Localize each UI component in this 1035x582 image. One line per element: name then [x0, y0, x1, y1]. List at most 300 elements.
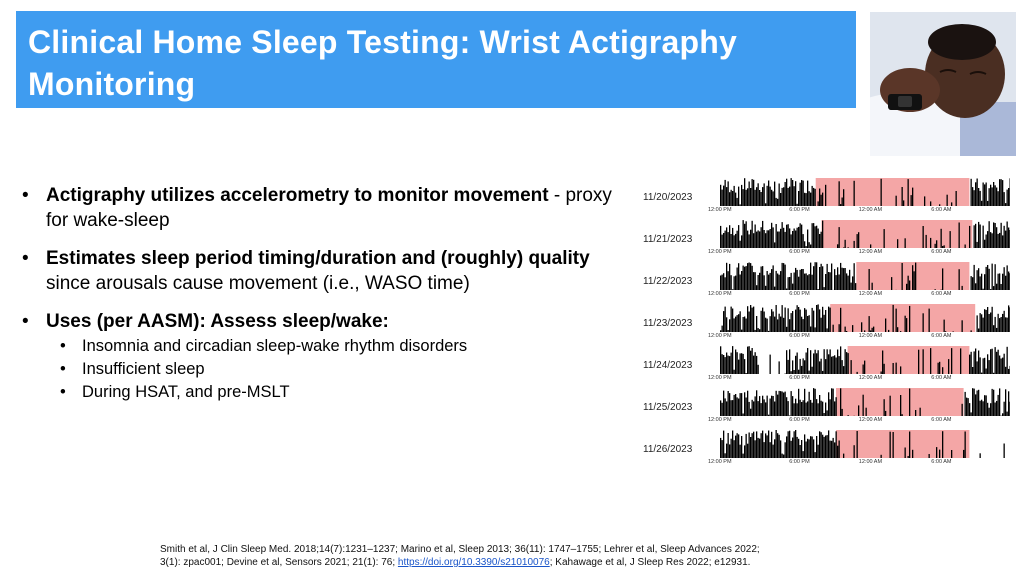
activity-bar — [974, 190, 975, 206]
activity-bar — [801, 402, 802, 416]
activity-bar — [741, 235, 742, 248]
activity-bar — [845, 327, 846, 332]
activity-bar — [812, 223, 813, 248]
actigraphy-tick-label: 12:00 AM — [858, 291, 883, 297]
activity-bar — [863, 395, 864, 416]
activity-bar — [1007, 318, 1008, 332]
activity-bar — [984, 358, 985, 374]
activity-bar — [986, 183, 987, 207]
activity-bar — [995, 347, 996, 374]
activity-bar — [822, 266, 823, 290]
activity-bar — [752, 433, 753, 458]
activity-bar — [870, 330, 871, 332]
activity-bar — [744, 224, 745, 248]
sub-bullet-item: • Insufficient sleep — [60, 360, 205, 378]
activity-bar — [975, 283, 976, 290]
bullet-actigraphy — [20, 183, 635, 233]
activity-bar — [759, 231, 760, 248]
activity-bar — [741, 185, 742, 206]
activity-bar — [804, 360, 805, 374]
activity-bar — [726, 353, 727, 375]
activity-bar — [896, 196, 897, 206]
activity-bar — [825, 359, 826, 374]
activity-bar — [722, 275, 723, 290]
activity-bar — [762, 396, 763, 416]
activity-bar — [837, 267, 838, 290]
activity-bar — [722, 235, 723, 248]
activity-bar — [995, 223, 996, 248]
activity-bar — [896, 363, 897, 374]
actigraphy-tick-label: 12:00 AM — [858, 333, 883, 339]
activity-bar — [737, 433, 738, 458]
actigraphy-date-label: 11/26/2023 — [643, 444, 693, 455]
activity-bar — [999, 273, 1000, 290]
activity-bar — [980, 401, 981, 416]
activity-bar — [903, 200, 904, 206]
activity-bar — [783, 455, 784, 459]
activity-bar — [777, 319, 778, 332]
activity-bar — [798, 227, 799, 248]
activity-bar — [939, 450, 940, 458]
bullet-marker: • — [22, 311, 29, 332]
activity-bar — [755, 352, 756, 374]
actigraphy-trace — [720, 304, 1010, 332]
actigraphy-row — [640, 301, 1020, 343]
activity-bar — [1001, 179, 1002, 206]
activity-bar — [1010, 366, 1011, 374]
activity-bar — [753, 401, 754, 416]
activity-bar — [804, 274, 805, 290]
actigraphy-trace — [720, 178, 1010, 206]
activity-bar — [797, 305, 798, 332]
actigraphy-tick-label: 6:00 AM — [931, 207, 952, 213]
activity-bar — [915, 410, 916, 416]
activity-bar — [818, 445, 819, 458]
activity-bar — [728, 232, 729, 248]
activity-bar — [720, 438, 721, 458]
activity-bar — [765, 203, 766, 206]
activity-bar — [851, 360, 852, 374]
activity-bar — [771, 223, 772, 248]
actigraphy-trace — [720, 262, 1010, 290]
activity-bar — [974, 389, 975, 416]
activity-bar — [731, 234, 732, 248]
activity-bar — [722, 326, 723, 332]
actigraphy-date-label: 11/25/2023 — [643, 402, 693, 413]
activity-bar — [800, 359, 801, 374]
activity-bar — [738, 225, 739, 248]
activity-bar — [785, 392, 786, 416]
activity-bar — [1008, 305, 1009, 332]
activity-bar — [773, 445, 774, 458]
activity-bar — [749, 346, 750, 374]
activity-bar — [794, 186, 795, 206]
activity-bar — [773, 265, 774, 290]
activity-bar — [833, 325, 834, 332]
activity-bar — [992, 307, 993, 332]
activity-bar — [759, 190, 760, 206]
activity-bar — [815, 389, 816, 416]
activity-bar — [815, 327, 816, 332]
activity-bar — [834, 401, 835, 416]
activity-bar — [786, 225, 787, 248]
sub-bullet-item: • During HSAT, and pre-MSLT — [60, 383, 290, 401]
reference-line-2: 3(1): zpac001; Devine et al, Sensors 2021; 21(1): 76; https://doi.org/10.3390/s21010076; Kahawage et al, J Sleep Res 2022; e12931. — [160, 557, 751, 568]
activity-bar — [744, 445, 745, 458]
activity-bar — [738, 399, 739, 417]
activity-bar — [996, 188, 997, 207]
activity-bar — [926, 235, 927, 248]
activity-bar — [759, 273, 760, 290]
activity-bar — [750, 263, 751, 290]
activity-bar — [782, 305, 783, 332]
activity-bar — [804, 389, 805, 416]
activity-bar — [989, 269, 990, 290]
activity-bar — [737, 352, 738, 374]
activity-bar — [776, 391, 777, 416]
activity-bar — [753, 233, 754, 248]
activity-bar — [743, 266, 744, 290]
activity-bar — [848, 353, 849, 374]
activity-bar — [803, 400, 804, 416]
activity-bar — [995, 317, 996, 332]
activity-bar — [783, 318, 784, 332]
activity-bar — [777, 232, 778, 249]
activity-bar — [1005, 389, 1006, 416]
activity-bar — [810, 193, 811, 206]
activity-bar — [744, 392, 745, 416]
activity-bar — [999, 388, 1000, 416]
activity-bar — [735, 394, 736, 416]
activity-bar — [986, 395, 987, 416]
activity-bar — [759, 439, 760, 458]
activity-bar — [918, 350, 919, 374]
activity-bar — [977, 179, 978, 207]
activity-bar — [978, 390, 979, 416]
activity-bar — [761, 267, 762, 291]
activity-bar — [846, 331, 847, 332]
activity-bar — [764, 399, 765, 416]
activity-bar — [1004, 444, 1005, 459]
actigraphy-tick-label: 12:00 PM — [708, 333, 732, 339]
activity-bar — [780, 391, 781, 416]
activity-bar — [770, 273, 771, 290]
activity-bar — [1004, 354, 1005, 374]
activity-bar — [740, 445, 741, 458]
activity-bar — [771, 432, 772, 458]
activity-bar — [789, 319, 790, 332]
activity-bar — [785, 232, 786, 248]
activity-bar — [969, 355, 970, 374]
activity-bar — [839, 275, 840, 291]
activity-bar — [998, 314, 999, 332]
activity-bar — [915, 263, 916, 290]
activity-bar — [774, 287, 775, 290]
activity-bar — [777, 199, 778, 206]
activity-bar — [989, 360, 990, 374]
activity-bar — [792, 396, 793, 416]
activity-bar — [750, 188, 751, 206]
activity-bar — [779, 361, 780, 374]
activity-bar — [983, 358, 984, 374]
activity-bar — [971, 179, 972, 206]
activity-bar — [768, 181, 769, 207]
activity-bar — [971, 412, 972, 416]
activity-bar — [816, 305, 817, 332]
activity-bar — [759, 396, 760, 416]
activity-bar — [810, 245, 811, 249]
activity-bar — [761, 227, 762, 248]
activity-bar — [990, 289, 991, 290]
actigraphy-tick-label: 12:00 PM — [708, 375, 732, 381]
activity-bar — [795, 310, 796, 332]
activity-bar — [836, 275, 837, 290]
activity-bar — [789, 187, 790, 206]
activity-bar — [857, 431, 858, 458]
activity-bar — [770, 316, 771, 332]
activity-bar — [735, 436, 736, 458]
activity-bar — [797, 270, 798, 290]
activity-bar — [744, 178, 745, 206]
activity-bar — [819, 309, 820, 332]
activity-bar — [848, 276, 849, 290]
activity-bar — [782, 392, 783, 417]
activity-bar — [767, 271, 768, 290]
activity-bar — [818, 304, 819, 332]
activity-bar — [821, 264, 822, 290]
activity-bar — [986, 369, 987, 375]
activity-bar — [819, 234, 820, 248]
activity-bar — [807, 439, 808, 458]
activity-bar — [789, 228, 790, 248]
activity-bar — [825, 185, 826, 206]
activity-bar — [729, 393, 730, 416]
activity-bar — [908, 276, 909, 290]
activity-bar — [809, 439, 810, 458]
activity-bar — [923, 226, 924, 248]
actigraphy-date-label: 11/24/2023 — [643, 360, 693, 371]
activity-bar — [1010, 230, 1011, 248]
activity-bar — [726, 187, 727, 206]
activity-bar — [746, 373, 747, 374]
slide-title: Clinical Home Sleep Testing: Wrist Actigraphy Monitoring — [28, 24, 737, 102]
activity-bar — [1010, 178, 1011, 206]
activity-bar — [939, 362, 940, 374]
activity-bar — [773, 312, 774, 333]
activity-bar — [801, 366, 802, 374]
activity-bar — [824, 287, 825, 290]
activity-bar — [1001, 223, 1002, 248]
activity-bar — [801, 317, 802, 332]
activity-bar — [951, 450, 952, 458]
activity-bar — [989, 188, 990, 206]
activity-bar — [959, 269, 960, 290]
activity-bar — [738, 263, 739, 290]
activity-bar — [885, 411, 886, 416]
activity-bar — [756, 316, 757, 332]
activity-bar — [743, 454, 744, 458]
activity-bar — [732, 400, 733, 416]
activity-bar — [800, 310, 801, 332]
activity-bar — [776, 305, 777, 332]
activity-bar — [1001, 317, 1002, 332]
activity-bar — [987, 307, 988, 332]
activity-bar — [962, 286, 963, 290]
activity-bar — [843, 268, 844, 290]
activity-bar — [812, 186, 813, 206]
activity-bar — [791, 234, 792, 248]
activity-bar — [900, 366, 901, 374]
activity-bar — [999, 233, 1000, 248]
sub-bullet-item: • Insomnia and circadian sleep-wake rhythm disorders — [60, 337, 468, 355]
activity-bar — [971, 352, 972, 374]
activity-bar — [912, 450, 913, 458]
activity-bar — [908, 456, 909, 458]
activity-bar — [842, 409, 843, 416]
bullet-bold: Actigraphy utilizes accelerometry to monitor movement — [46, 185, 549, 206]
activity-bar — [827, 410, 828, 416]
activity-bar — [939, 204, 940, 206]
activity-bar — [792, 231, 793, 248]
activity-bar — [737, 315, 738, 332]
bullet-marker: • — [22, 248, 29, 269]
activity-bar — [725, 398, 726, 416]
activity-bar — [981, 400, 982, 416]
actigraphy-tick-label: 12:00 PM — [708, 459, 732, 465]
activity-bar — [831, 264, 832, 291]
activity-bar — [803, 234, 804, 248]
activity-bar — [797, 353, 798, 375]
activity-bar — [984, 274, 985, 290]
sleep-period-band — [836, 430, 969, 458]
activity-bar — [1010, 402, 1011, 416]
activity-bar — [810, 327, 811, 333]
activity-bar — [822, 371, 823, 374]
activity-bar — [725, 453, 726, 458]
activity-bar — [840, 346, 841, 374]
activity-bar — [804, 193, 805, 206]
activity-bar — [995, 264, 996, 290]
activity-bar — [726, 401, 727, 416]
activity-bar — [987, 231, 988, 248]
activity-bar — [825, 274, 826, 290]
activity-bar — [974, 265, 975, 290]
activity-bar — [807, 230, 808, 249]
activity-bar — [1002, 413, 1003, 416]
activity-bar — [737, 231, 738, 248]
activity-bar — [762, 431, 763, 458]
activity-bar — [729, 225, 730, 248]
activity-bar — [791, 178, 792, 206]
activity-bar — [788, 188, 789, 206]
activity-bar — [800, 223, 801, 248]
activity-bar — [770, 187, 771, 206]
activity-bar — [824, 349, 825, 374]
activity-bar — [984, 395, 985, 416]
activity-bar — [828, 354, 829, 374]
activity-bar — [972, 367, 973, 374]
activity-bar — [980, 276, 981, 290]
activity-bar — [809, 371, 810, 374]
activity-bar — [837, 244, 838, 248]
activity-bar — [870, 244, 871, 248]
activity-bar — [969, 226, 970, 248]
activity-bar — [767, 435, 768, 458]
activity-bar — [722, 354, 723, 374]
activity-bar — [786, 179, 787, 206]
activity-bar — [980, 453, 981, 458]
actigraphy-date-label: 11/21/2023 — [643, 234, 693, 245]
activity-bar — [741, 271, 742, 290]
activity-bar — [885, 319, 886, 333]
activity-bar — [815, 262, 816, 290]
activity-bar — [750, 230, 751, 248]
activity-bar — [729, 192, 730, 206]
actigraphy-tick-label: 6:00 PM — [789, 249, 810, 255]
title-banner — [16, 11, 856, 108]
activity-bar — [752, 400, 753, 416]
activity-bar — [735, 276, 736, 290]
activity-bar — [812, 437, 813, 459]
activity-bar — [735, 317, 736, 332]
activity-bar — [909, 389, 910, 417]
activity-bar — [975, 224, 976, 248]
activity-bar — [789, 431, 790, 458]
activity-bar — [720, 346, 721, 374]
activity-bar — [831, 357, 832, 374]
doi-link[interactable]: https://doi.org/10.3390/s21010076 — [397, 557, 550, 568]
activity-bar — [806, 273, 807, 290]
activity-bar — [755, 440, 756, 458]
activity-bar — [780, 271, 781, 290]
activity-bar — [944, 245, 945, 248]
activity-bar — [986, 235, 987, 249]
activity-bar — [740, 393, 741, 416]
activity-bar — [833, 438, 834, 458]
activity-bar — [761, 311, 762, 332]
bullet-uses — [20, 309, 635, 334]
activity-bar — [728, 181, 729, 206]
activity-bar — [990, 313, 991, 333]
activity-bar — [818, 229, 819, 249]
actigraphy-tick-label: 12:00 PM — [708, 249, 732, 255]
activity-bar — [780, 317, 781, 333]
activity-bar — [755, 272, 756, 290]
actigraphy-row — [640, 217, 1020, 259]
activity-bar — [746, 266, 747, 290]
activity-bar — [782, 222, 783, 248]
activity-bar — [743, 354, 744, 374]
activity-bar — [785, 308, 786, 333]
activity-bar — [881, 372, 882, 375]
activity-bar — [795, 181, 796, 206]
activity-bar — [789, 349, 790, 374]
activity-bar — [909, 432, 910, 459]
activity-bar — [920, 408, 921, 416]
activity-bar — [732, 309, 733, 333]
activity-bar — [737, 198, 738, 206]
activity-bar — [801, 269, 802, 290]
activity-bar — [993, 325, 994, 332]
activity-bar — [782, 454, 783, 458]
activity-bar — [998, 395, 999, 416]
activity-bar — [726, 317, 727, 332]
activity-bar — [734, 370, 735, 374]
activity-bar — [930, 201, 931, 206]
activity-bar — [882, 351, 883, 375]
activity-bar — [752, 179, 753, 206]
activity-bar — [827, 435, 828, 458]
